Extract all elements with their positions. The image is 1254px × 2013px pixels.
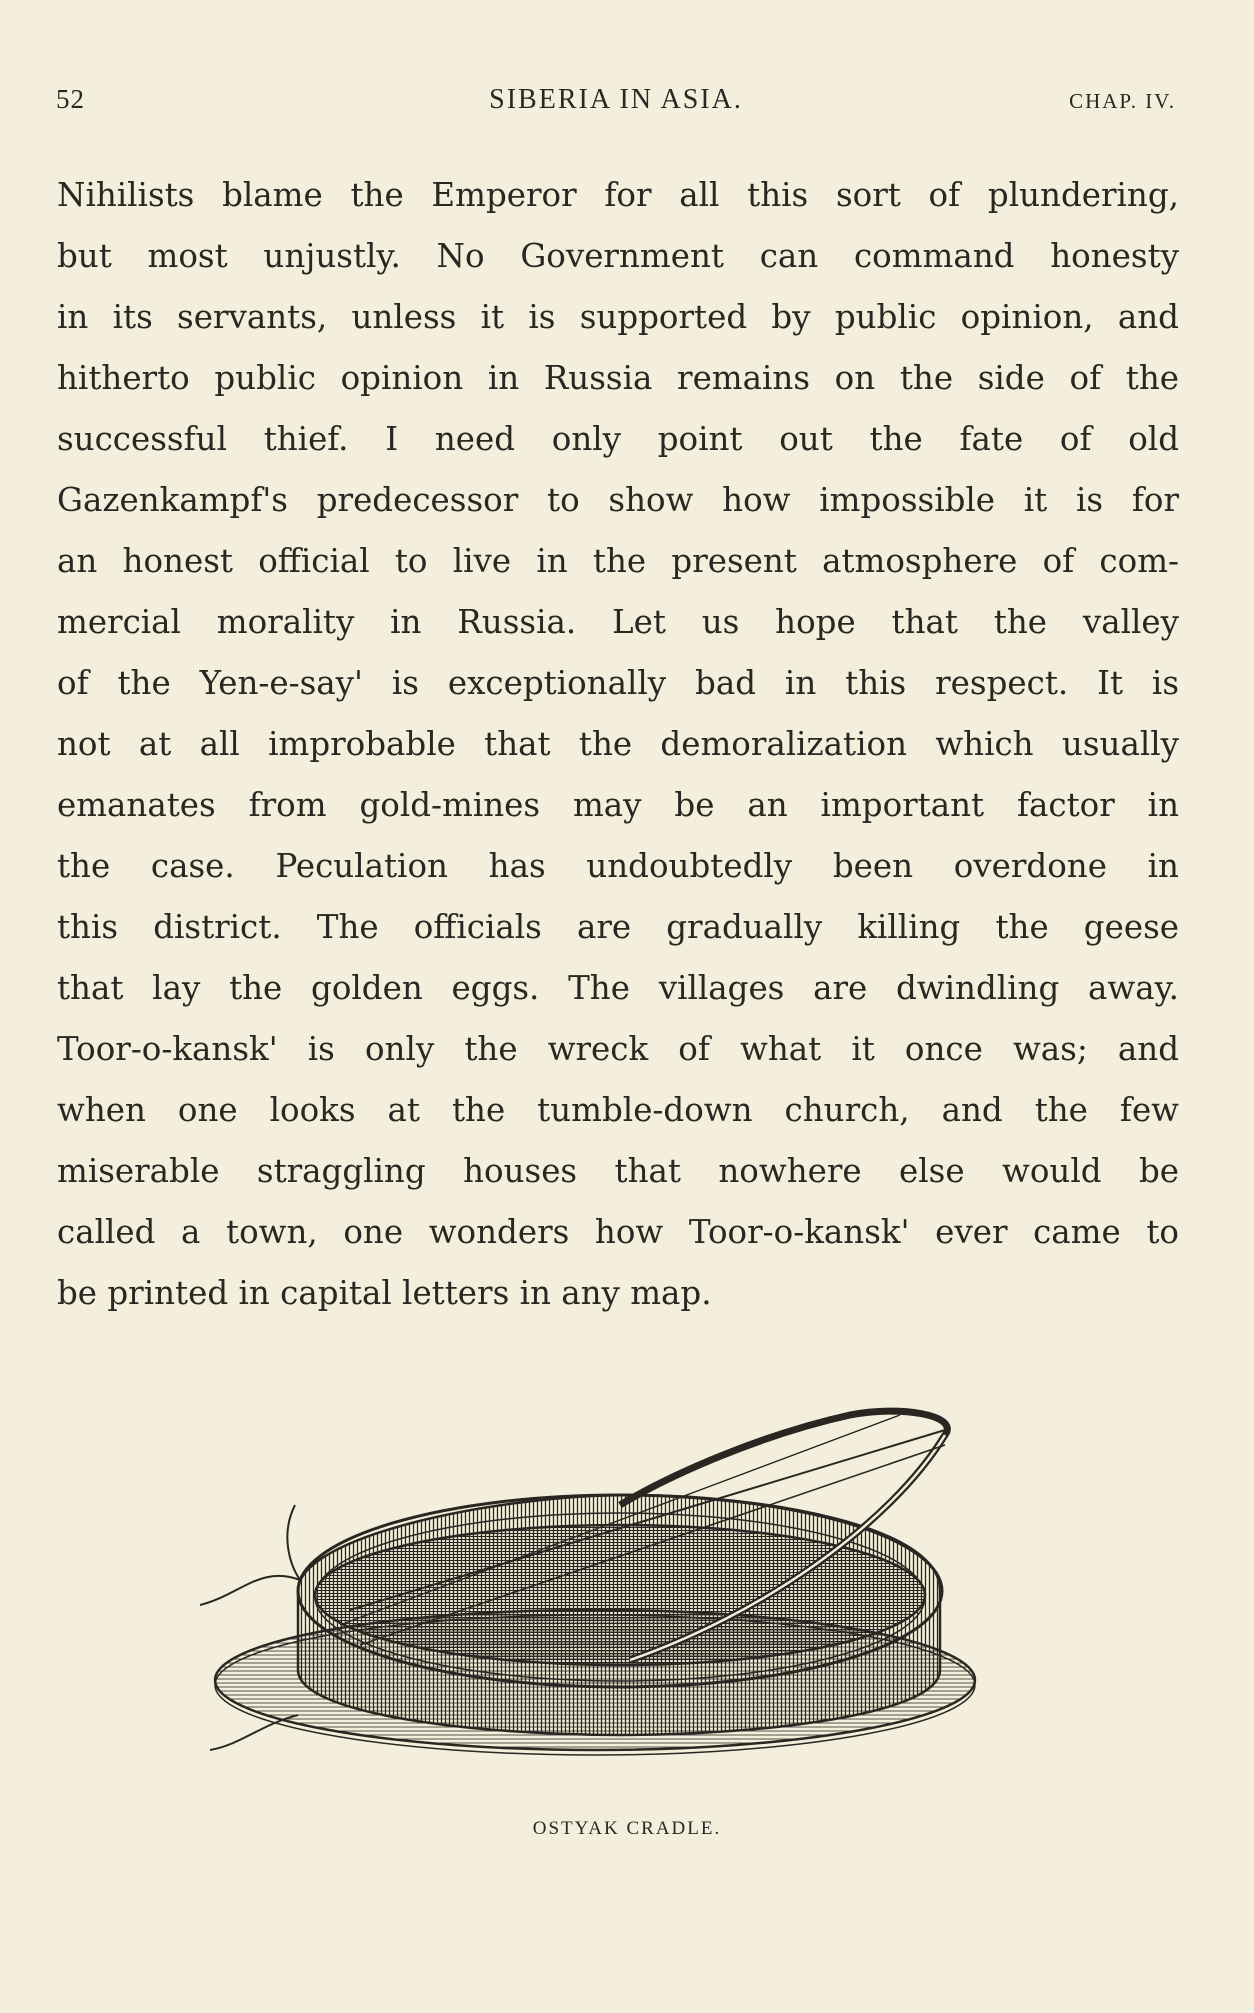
text-line: miserable straggling houses that nowhere else would be	[57, 1152, 1179, 1190]
text-line: the case. Peculation has undoubtedly been overdone in	[57, 847, 1179, 885]
text-line: called a town, one wonders how Toor-o-kansk' ever came to	[57, 1213, 1179, 1251]
text-line: be printed in capital letters in any map.	[57, 1274, 712, 1312]
text-line: emanates from gold-mines may be an important factor in	[57, 786, 1179, 824]
text-line: in its servants, unless it is supported by public opinion, and	[57, 298, 1179, 336]
text-line: when one looks at the tumble-down church, and the few	[57, 1091, 1179, 1129]
text-line: successful thief. I need only point out the fate of old	[57, 420, 1179, 458]
text-line: that lay the golden eggs. The villages are dwindling away.	[57, 969, 1179, 1007]
text-line: an honest official to live in the present atmosphere of com-	[57, 542, 1179, 580]
text-line: but most unjustly. No Government can command honesty	[57, 237, 1179, 275]
text-line: mercial morality in Russia. Let us hope that the valley	[57, 603, 1179, 641]
chapter-label: CHAP. IV.	[1069, 89, 1176, 113]
figure-caption: OSTYAK CRADLE.	[532, 1818, 722, 1839]
running-head	[56, 84, 1176, 124]
text-line: of the Yen-e-say' is exceptionally bad in this respect. It is	[57, 664, 1179, 702]
cradle-illustration	[200, 1385, 1040, 1795]
text-line: not at all improbable that the demoralization which usually	[57, 725, 1179, 763]
page-number: 52	[56, 84, 85, 114]
running-title: SIBERIA IN ASIA.	[489, 84, 743, 115]
text-line: Toor-o-kansk' is only the wreck of what it once was; and	[57, 1030, 1179, 1068]
text-line: Gazenkampf's predecessor to show how impossible it is for	[57, 481, 1179, 519]
cradle-engraving-icon	[200, 1385, 1040, 1795]
text-line: Nihilists blame the Emperor for all this sort of plundering,	[57, 176, 1179, 214]
text-line: this district. The officials are gradually killing the geese	[57, 908, 1179, 946]
text-line: hitherto public opinion in Russia remains on the side of the	[57, 359, 1179, 397]
body-text	[57, 165, 1179, 1324]
